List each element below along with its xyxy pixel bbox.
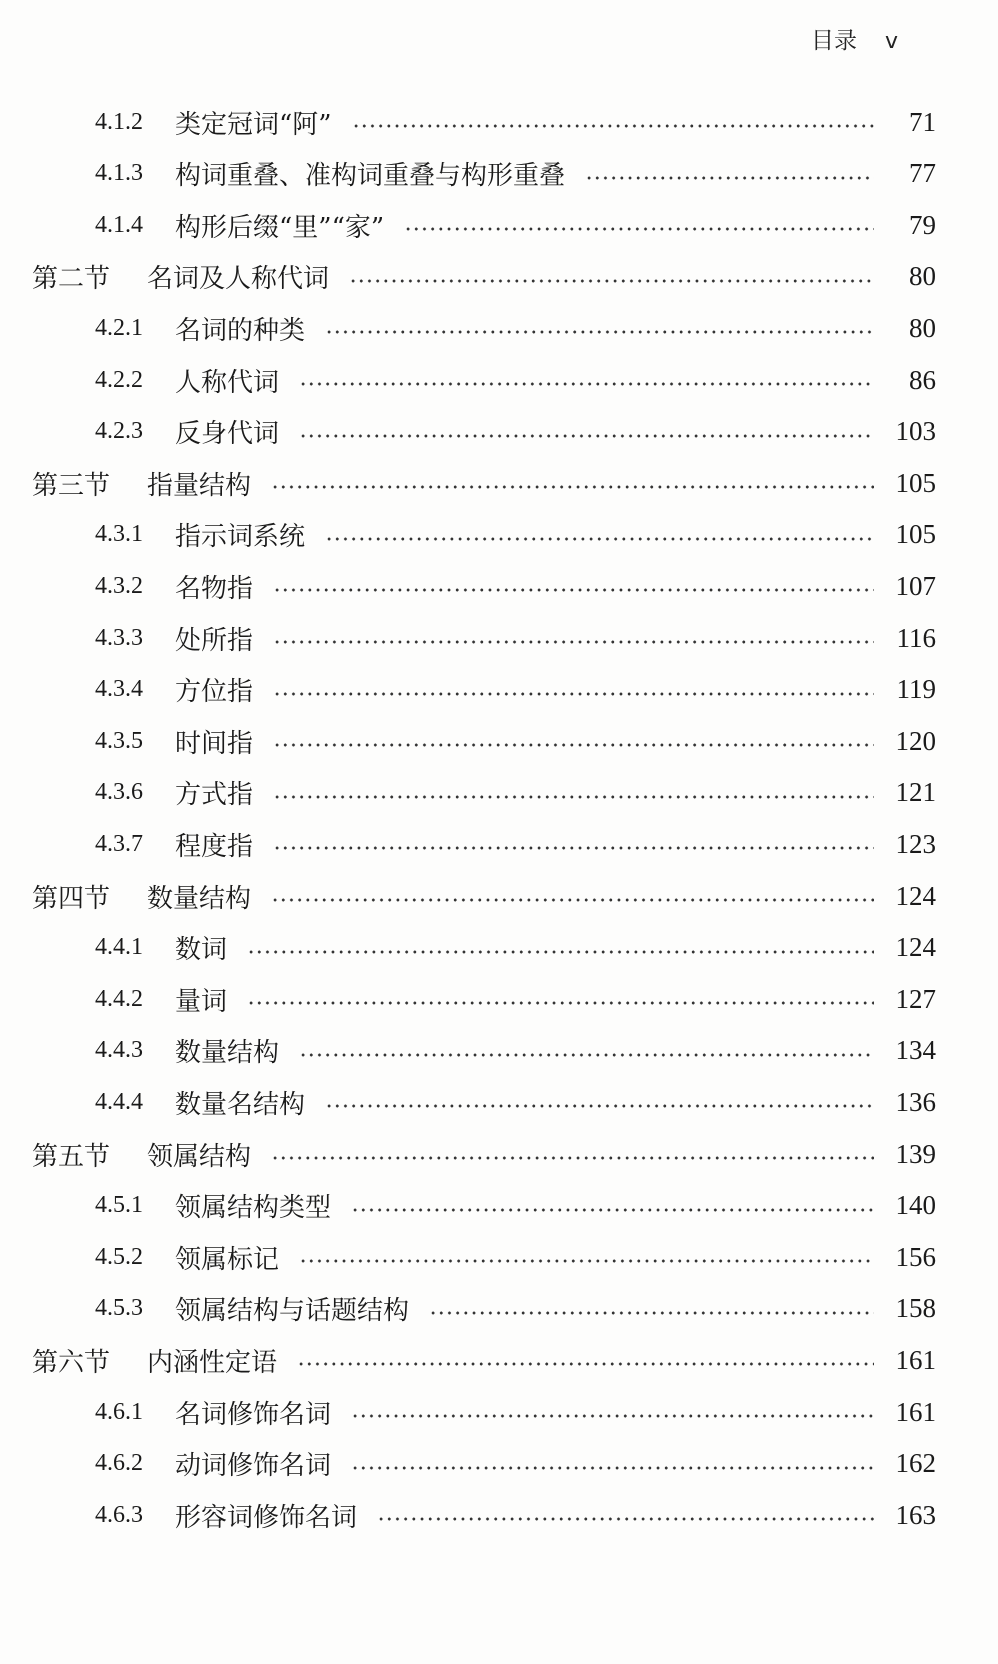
entry-title: 形容词修饰名词 [175, 1502, 358, 1533]
toc-section-entry [32, 257, 936, 297]
entry-title: 名物指 [175, 573, 254, 604]
entry-page-number: 121 [895, 777, 936, 808]
entry-title: 程度指 [175, 831, 254, 862]
entry-title: 方式指 [175, 780, 254, 811]
toc-subsection-entry [95, 824, 936, 864]
entry-page-number: 124 [895, 932, 936, 963]
dot-leader [351, 1466, 874, 1470]
entry-title: 类定冠词“阿” [175, 109, 332, 140]
entry-page-number: 158 [895, 1293, 936, 1324]
entry-number: 4.3.2 [95, 572, 143, 599]
entry-title: 内涵性定语 [147, 1347, 278, 1378]
toc-subsection-entry [95, 618, 936, 658]
entry-title: 数词 [175, 935, 228, 966]
entry-page-number: 103 [895, 416, 936, 447]
entry-number: 4.3.7 [95, 830, 143, 857]
toc-subsection-entry [95, 721, 936, 761]
entry-page-number: 71 [909, 106, 936, 137]
dot-leader [404, 227, 874, 231]
entry-title: 处所指 [175, 625, 254, 656]
dot-leader [247, 950, 874, 954]
dot-leader [351, 1208, 874, 1212]
dot-leader [349, 279, 874, 283]
entry-page-number: 80 [909, 312, 936, 343]
dot-leader [299, 382, 874, 386]
entry-number: 4.3.3 [95, 624, 143, 651]
dot-leader [271, 485, 874, 489]
entry-title: 名词及人称代词 [147, 264, 330, 295]
running-header [811, 22, 898, 55]
entry-page-number: 134 [895, 1035, 936, 1066]
entry-page-number: 77 [909, 158, 936, 189]
entry-page-number: 107 [895, 570, 936, 601]
entry-title: 名词的种类 [175, 315, 306, 346]
dot-leader [271, 898, 874, 902]
entry-number: 4.3.4 [95, 676, 143, 703]
toc-subsection-entry [95, 154, 936, 194]
dot-leader [585, 176, 874, 180]
toc-subsection-entry [95, 1495, 936, 1535]
entry-number: 4.4.1 [95, 934, 143, 961]
toc-subsection-entry [95, 566, 936, 606]
header-title: 目录 [810, 28, 857, 54]
dot-leader [377, 1517, 874, 1521]
entry-title: 领属标记 [175, 1244, 280, 1275]
entry-title: 领属结构 [147, 1141, 252, 1172]
toc-subsection-entry [95, 1392, 936, 1432]
entry-title: 人称代词 [175, 367, 280, 398]
dot-leader [299, 1259, 874, 1263]
entry-number: 4.2.1 [95, 314, 143, 341]
entry-number: 4.5.2 [95, 1243, 143, 1270]
entry-number: 4.3.5 [95, 727, 143, 754]
toc-subsection-entry [95, 773, 936, 813]
entry-number: 第二节 [32, 264, 111, 294]
toc-subsection-entry [95, 1237, 936, 1277]
entry-number: 第三节 [32, 470, 111, 500]
entry-number: 第五节 [32, 1141, 111, 1171]
dot-leader [325, 330, 874, 334]
toc-section-entry [32, 876, 936, 916]
entry-number: 4.1.4 [95, 211, 143, 238]
toc-subsection-entry [95, 515, 936, 555]
toc-subsection-entry [95, 1186, 936, 1226]
dot-leader [273, 692, 874, 696]
entry-number: 4.6.2 [95, 1450, 143, 1477]
entry-number: 4.3.6 [95, 779, 143, 806]
entry-title: 数量名结构 [175, 1089, 306, 1120]
entry-page-number: 161 [895, 1344, 936, 1375]
entry-number: 4.5.3 [95, 1295, 143, 1322]
toc-subsection-entry [95, 102, 936, 142]
entry-number: 4.1.3 [95, 160, 143, 187]
dot-leader [273, 588, 874, 592]
toc-subsection-entry [95, 928, 936, 968]
entry-title: 动词修饰名词 [175, 1451, 332, 1482]
entry-page-number: 79 [909, 209, 936, 240]
entry-title: 构形后缀“里”“家” [175, 212, 385, 243]
dot-leader [273, 846, 874, 850]
dot-leader [352, 124, 874, 128]
entry-title: 方位指 [175, 677, 254, 708]
entry-number: 4.3.1 [95, 521, 143, 548]
toc-subsection-entry [95, 205, 936, 245]
entry-page-number: 124 [895, 880, 936, 911]
entry-number: 4.1.2 [95, 108, 143, 135]
dot-leader [429, 1311, 874, 1315]
toc-subsection-entry [95, 1082, 936, 1122]
entry-title: 数量结构 [175, 1038, 280, 1069]
entry-number: 第四节 [32, 883, 111, 913]
entry-page-number: 105 [895, 467, 936, 498]
entry-page-number: 123 [895, 828, 936, 859]
entry-page-number: 120 [895, 725, 936, 756]
dot-leader [325, 1104, 874, 1108]
toc-section-entry [32, 1340, 936, 1380]
toc-subsection-entry [95, 308, 936, 348]
entry-number: 4.4.3 [95, 1037, 143, 1064]
entry-title: 指示词系统 [175, 522, 306, 553]
toc-subsection-entry [95, 670, 936, 710]
entry-page-number: 119 [896, 674, 936, 705]
entry-title: 名词修饰名词 [175, 1399, 332, 1430]
entry-title: 指量结构 [147, 470, 252, 501]
header-page-numeral: v [884, 29, 898, 54]
entry-page-number: 156 [895, 1241, 936, 1272]
entry-page-number: 105 [895, 519, 936, 550]
entry-number: 4.4.2 [95, 985, 143, 1012]
entry-number: 4.4.4 [95, 1088, 143, 1115]
entry-page-number: 139 [895, 1138, 936, 1169]
dot-leader [273, 795, 874, 799]
toc-subsection-entry [95, 1031, 936, 1071]
dot-leader [325, 537, 874, 541]
entry-page-number: 140 [895, 1190, 936, 1221]
dot-leader [299, 434, 874, 438]
dot-leader [297, 1362, 874, 1366]
toc-subsection-entry [95, 979, 936, 1019]
dot-leader [271, 1156, 874, 1160]
entry-page-number: 86 [909, 364, 936, 395]
entry-title: 时间指 [175, 728, 254, 759]
toc-section-entry [32, 463, 936, 503]
entry-number: 4.6.1 [95, 1398, 143, 1425]
entry-page-number: 161 [895, 1396, 936, 1427]
entry-title: 领属结构与话题结构 [175, 1296, 410, 1327]
entry-page-number: 116 [896, 622, 936, 653]
entry-number: 4.6.3 [95, 1501, 143, 1528]
toc-subsection-entry [95, 360, 936, 400]
toc-subsection-entry [95, 1289, 936, 1329]
dot-leader [247, 1001, 874, 1005]
entry-title: 数量结构 [147, 883, 252, 914]
toc-subsection-entry [95, 412, 936, 452]
dot-leader [299, 1053, 874, 1057]
entry-number: 第六节 [32, 1347, 111, 1377]
entry-number: 4.2.3 [95, 418, 143, 445]
entry-number: 4.5.1 [95, 1192, 143, 1219]
toc-subsection-entry [95, 1444, 936, 1484]
dot-leader [273, 743, 874, 747]
entry-title: 构词重叠、准构词重叠与构形重叠 [175, 161, 566, 192]
entry-page-number: 162 [895, 1448, 936, 1479]
entry-title: 量词 [175, 986, 228, 1017]
entry-number: 4.2.2 [95, 366, 143, 393]
entry-page-number: 127 [895, 983, 936, 1014]
dot-leader [351, 1414, 874, 1418]
entry-page-number: 80 [909, 261, 936, 292]
entry-page-number: 136 [895, 1086, 936, 1117]
entry-title: 反身代词 [175, 419, 280, 450]
entry-title: 领属结构类型 [175, 1193, 332, 1224]
dot-leader [273, 640, 874, 644]
entry-page-number: 163 [895, 1499, 936, 1530]
toc-section-entry [32, 1134, 936, 1174]
